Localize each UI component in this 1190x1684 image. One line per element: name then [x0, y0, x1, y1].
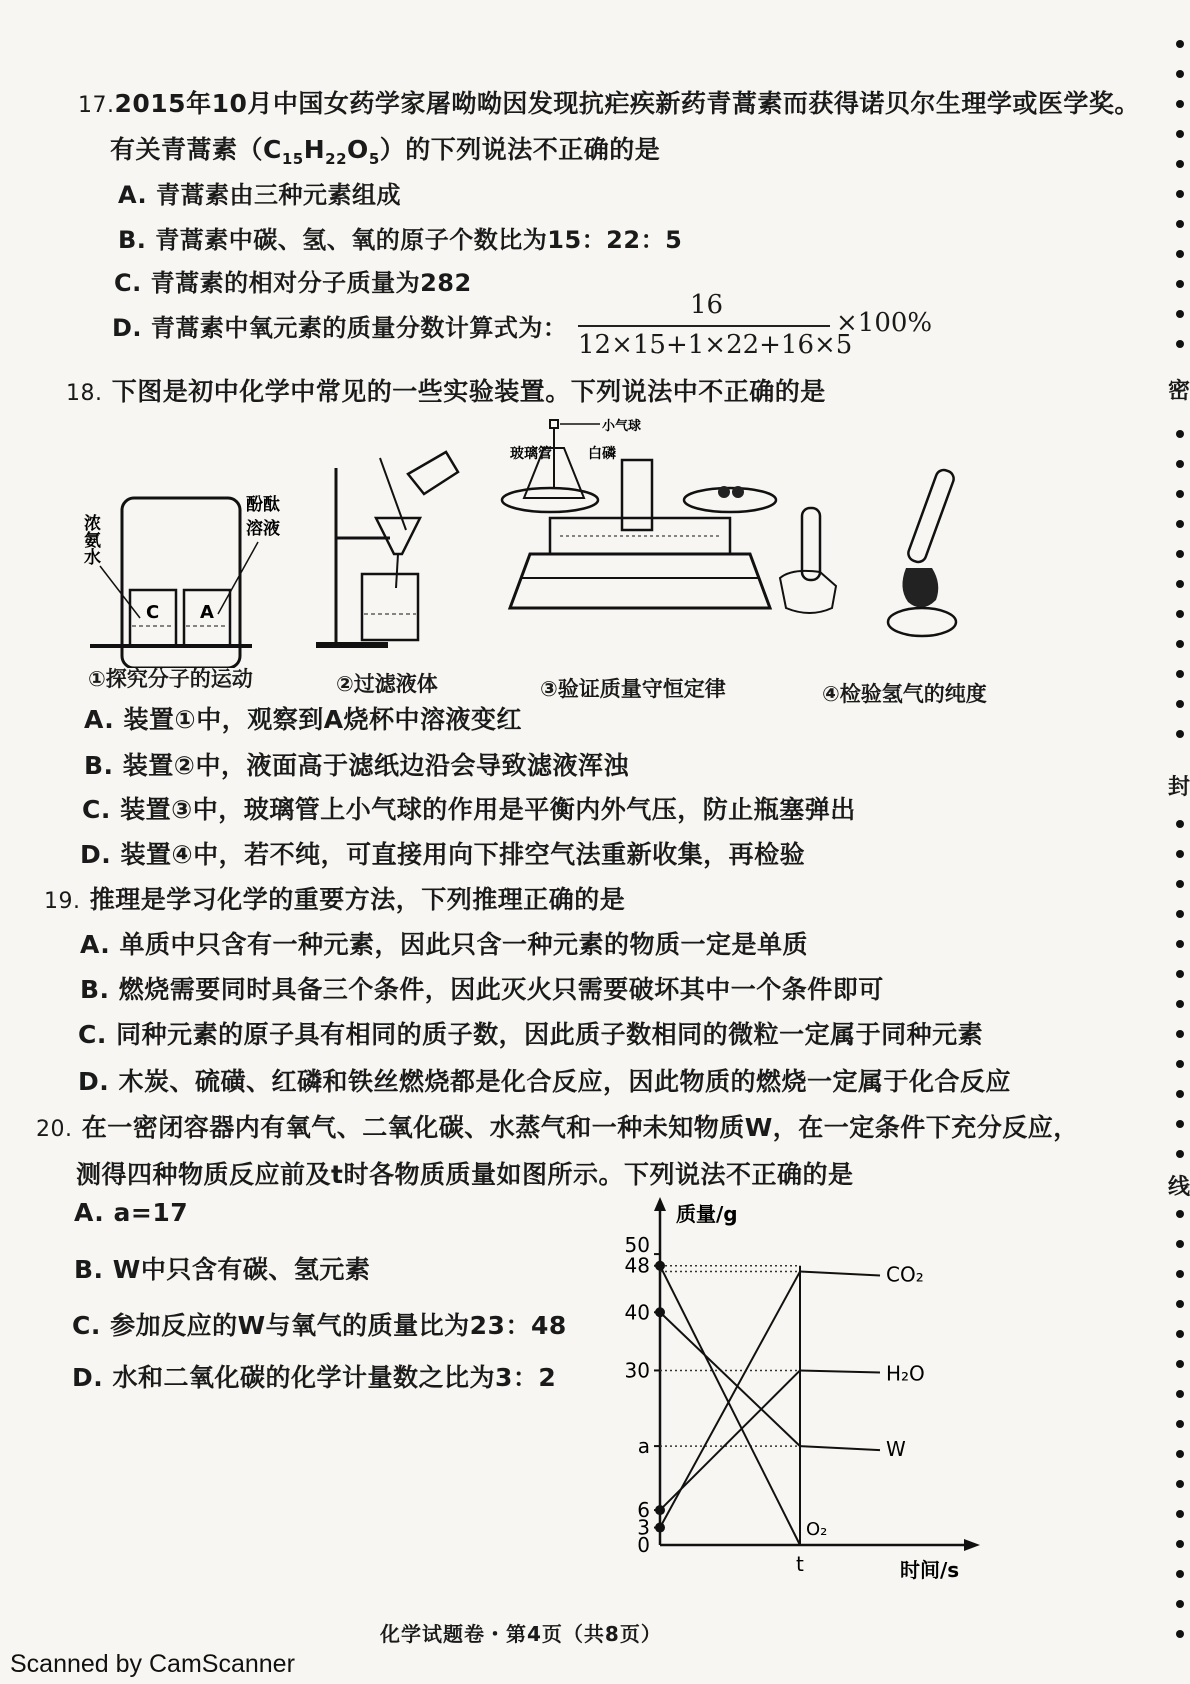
series-start-point-1 — [655, 1505, 665, 1515]
pouring-beaker — [408, 452, 458, 494]
q18-option-b-letter: B. — [84, 751, 114, 780]
binding-char-xian: 线 — [1168, 1175, 1190, 1200]
ammonia-pointer — [100, 566, 140, 618]
q19-number: 19. — [44, 889, 81, 914]
receiving-beaker — [362, 574, 418, 640]
binding-dot — [1176, 1330, 1184, 1338]
q20-option-a-letter: A. — [74, 1198, 105, 1227]
left-pan — [502, 488, 598, 512]
x-tick-label-t: t — [796, 1552, 804, 1576]
page-footer: 化学试题卷・第4页（共8页） — [380, 1622, 662, 1646]
right-pan — [684, 488, 776, 512]
hand — [780, 571, 836, 613]
binding-dot — [1176, 1060, 1184, 1068]
q17-option-b — [118, 220, 682, 255]
q20-option-a — [74, 1198, 188, 1227]
balloon-label: 小气球 — [602, 419, 642, 434]
binding-dot — [1176, 1480, 1184, 1488]
binding-dot — [1176, 1000, 1184, 1008]
q17-option-d — [112, 308, 567, 343]
y-tick-label-6: 6 — [637, 1498, 650, 1523]
series-label-0: CO₂ — [886, 1262, 924, 1287]
q20-option-a-text: a=17 — [113, 1198, 189, 1227]
q20-option-b-text: W中只含有碳、氢元素 — [112, 1255, 371, 1284]
series-tail-2 — [800, 1446, 880, 1450]
q17-stem2-pre: 有关青蒿素（C — [110, 135, 282, 164]
series-line-3 — [660, 1266, 800, 1545]
binding-dot — [1176, 1120, 1184, 1128]
binding-dot — [1176, 670, 1184, 678]
q20-stem-line2 — [76, 1155, 853, 1191]
mass-time-chart — [590, 1195, 990, 1585]
q19-option-c-letter: C. — [78, 1020, 107, 1049]
series-label-3: O₂ — [806, 1519, 828, 1540]
q17-stem1: 2015年10月中国女药学家屠呦呦因发现抗疟疾新药青蒿素而获得诺贝尔生理学或医学奖。 — [114, 89, 1140, 118]
binding-dot — [1176, 1510, 1184, 1518]
q19-option-b-letter: B. — [80, 975, 110, 1004]
flame — [902, 568, 938, 608]
series-start-point-2 — [655, 1307, 665, 1317]
binding-dot — [1176, 490, 1184, 498]
binding-dot — [1176, 1570, 1184, 1578]
binding-dot — [1176, 430, 1184, 438]
q20-option-d-letter: D. — [72, 1363, 104, 1392]
q17-sub2: 22 — [325, 150, 348, 168]
binding-dot — [1176, 1090, 1184, 1098]
series-label-1: H₂O — [886, 1361, 925, 1386]
series-start-point-0 — [655, 1523, 665, 1533]
binding-dot — [1176, 1390, 1184, 1398]
binding-dot — [1176, 1030, 1184, 1038]
binding-dot — [1176, 520, 1184, 528]
q18-option-c — [82, 790, 856, 826]
q18-option-d — [80, 835, 805, 871]
y-axis-arrow — [654, 1197, 666, 1211]
q17-option-b-letter: B. — [118, 226, 147, 254]
q18-option-b-text: 装置②中，液面高于滤纸边沿会导致滤液浑浊 — [122, 751, 629, 780]
q17-option-d-letter: D. — [112, 314, 143, 342]
series-start-point-3 — [655, 1261, 665, 1271]
binding-dot — [1176, 1240, 1184, 1248]
q18-option-c-text: 装置③中，玻璃管上小气球的作用是平衡内外气压，防止瓶塞弹出 — [120, 795, 856, 824]
binding-dot — [1176, 700, 1184, 708]
q19-option-b — [80, 970, 884, 1006]
y-tick-label-a: a — [637, 1434, 650, 1459]
binding-dot — [1176, 250, 1184, 258]
q19-option-b-text: 燃烧需要同时具备三个条件，因此灭火只需要破坏其中一个条件即可 — [118, 975, 884, 1004]
q17-fraction-bar — [578, 325, 830, 327]
x-axis-label: 时间/s — [900, 1558, 960, 1582]
binding-dot — [1176, 1360, 1184, 1368]
apparatus-2-filtration — [316, 452, 458, 648]
q17-stem-line1 — [78, 84, 1140, 120]
q17-stem-line2 — [110, 130, 660, 168]
q18-option-d-text: 装置④中，若不纯，可直接用向下排空气法重新收集，再检验 — [120, 840, 806, 869]
apparatus-1-molecule-motion — [80, 494, 280, 668]
funnel — [376, 518, 420, 554]
q18-option-b — [84, 746, 629, 782]
q19-option-c-text: 同种元素的原子具有相同的质子数，因此质子数相同的微粒一定属于同种元素 — [116, 1020, 984, 1049]
x-axis-arrow — [964, 1539, 980, 1551]
binding-dot — [1176, 850, 1184, 858]
q18-option-a-letter: A. — [84, 705, 115, 734]
q20-option-b-letter: B. — [74, 1255, 104, 1284]
iron-stand-base — [316, 642, 388, 648]
binding-dot — [1176, 580, 1184, 588]
q18-option-c-letter: C. — [82, 795, 111, 824]
binding-dot — [1176, 1210, 1184, 1218]
binding-dot — [1176, 160, 1184, 168]
series-tail-0 — [800, 1272, 880, 1276]
binding-dot — [1176, 970, 1184, 978]
q18-option-d-letter: D. — [80, 840, 112, 869]
binding-dot — [1176, 820, 1184, 828]
y-tick-label-50: 50 — [624, 1233, 650, 1258]
q19-option-a-letter: A. — [80, 930, 111, 959]
q20-stem-line1 — [36, 1108, 1079, 1144]
q17-mid1: H — [303, 135, 326, 164]
binding-dot — [1176, 220, 1184, 228]
q17-option-a — [118, 175, 401, 210]
balance-pillar — [622, 460, 652, 530]
caption-apparatus-2: ②过滤液体 — [336, 672, 438, 696]
binding-dot — [1176, 340, 1184, 348]
binding-dot — [1176, 610, 1184, 618]
balance-base — [510, 554, 770, 608]
binding-dot — [1176, 1300, 1184, 1308]
q20-option-c-letter: C. — [72, 1311, 101, 1340]
q20-option-c — [72, 1306, 567, 1342]
series-line-2 — [660, 1312, 800, 1446]
phenol-label-1: 酚酞 — [246, 495, 280, 515]
q20-option-d-text: 水和二氧化碳的化学计量数之比为3：2 — [112, 1363, 557, 1392]
q17-fraction-numerator: 16 — [690, 290, 724, 320]
q17-fraction-suffix: ×100% — [836, 308, 933, 338]
binding-dot — [1176, 1600, 1184, 1608]
binding-dot — [1176, 1270, 1184, 1278]
weight-1 — [718, 486, 730, 498]
beaker-a-label: A — [200, 602, 214, 623]
q17-sub1: 15 — [281, 150, 304, 168]
funnel-stem — [396, 554, 398, 588]
q19-option-d-text: 木炭、硫磺、红磷和铁丝燃烧都是化合反应，因此物质的燃烧一定属于化合反应 — [118, 1067, 1011, 1096]
q17-stem2-post: ）的下列说法不正确的是 — [379, 135, 661, 164]
q17-mid2: O — [347, 135, 369, 164]
q20-option-d — [72, 1358, 556, 1394]
q18-option-a — [84, 700, 522, 736]
q17-option-c-text: 青蒿素的相对分子质量为282 — [150, 269, 472, 297]
q17-fraction-denominator: 12×15+1×22+16×5 — [578, 330, 853, 360]
q18-stem: 下图是初中化学中常见的一些实验装置。下列说法中不正确的是 — [111, 377, 826, 406]
binding-dot — [1176, 190, 1184, 198]
binding-dot — [1176, 1540, 1184, 1548]
binding-dot — [1176, 1630, 1184, 1638]
q19-stem: 推理是学习化学的重要方法，下列推理正确的是 — [89, 885, 626, 914]
caption-apparatus-3: ③验证质量守恒定律 — [540, 677, 726, 701]
white-phosphorus-label: 白磷 — [588, 446, 616, 462]
q19-stem-line — [44, 880, 625, 916]
phenol-pointer — [218, 542, 258, 614]
q19-option-a-text: 单质中只含有一种元素，因此只含一种元素的物质一定是单质 — [119, 930, 809, 959]
q17-option-b-text: 青蒿素中碳、氢、氧的原子个数比为15：22：5 — [155, 226, 683, 254]
ammonia-label: 浓氨水 — [80, 514, 100, 565]
q20-stem1: 在一密闭容器内有氧气、二氧化碳、水蒸气和一种未知物质W，在一定条件下充分反应， — [81, 1113, 1079, 1142]
binding-dot — [1176, 730, 1184, 738]
binding-dot — [1176, 130, 1184, 138]
q19-option-d — [78, 1062, 1011, 1098]
binding-char-mi: 密 — [1168, 379, 1190, 404]
binding-dot — [1176, 640, 1184, 648]
alcohol-lamp — [888, 608, 956, 636]
binding-dot — [1176, 70, 1184, 78]
q18-option-a-text: 装置①中，观察到A烧杯中溶液变红 — [123, 705, 523, 734]
test-tube-held — [802, 508, 820, 580]
y-tick-label-3: 3 — [637, 1515, 650, 1540]
y-tick-label-30: 30 — [624, 1358, 650, 1383]
beaker-c-label: C — [146, 602, 160, 623]
caption-apparatus-1: ①探究分子的运动 — [88, 667, 253, 691]
q18-figure — [80, 418, 1040, 668]
q20-option-b — [74, 1250, 370, 1286]
binding-dot — [1176, 1420, 1184, 1428]
q18-number: 18. — [66, 381, 103, 406]
q17-number: 17. — [78, 93, 115, 118]
binding-dot — [1176, 280, 1184, 288]
phenol-label-2: 溶液 — [246, 519, 280, 539]
q17-sub3: 5 — [368, 150, 380, 168]
q20-stem2: 测得四种物质反应前及t时各物质质量如图所示。下列说法不正确的是 — [76, 1160, 854, 1189]
q18-stem-line — [66, 372, 826, 408]
apparatus-4-hydrogen-purity — [780, 468, 956, 636]
q17-option-c-letter: C. — [114, 269, 142, 297]
series-label-2: W — [886, 1437, 906, 1462]
bell-jar — [122, 498, 240, 668]
q17-option-a-text: 青蒿素由三种元素组成 — [156, 181, 401, 209]
binding-dot — [1176, 40, 1184, 48]
binding-dot — [1176, 910, 1184, 918]
binding-dot — [1176, 460, 1184, 468]
small-balloon — [550, 420, 558, 428]
binding-dot — [1176, 940, 1184, 948]
scanner-watermark: Scanned by CamScanner — [10, 1650, 295, 1678]
binding-dot — [1176, 1450, 1184, 1458]
y-tick-label-40: 40 — [624, 1300, 650, 1325]
q20-option-c-text: 参加反应的W与氧气的质量比为23：48 — [110, 1311, 567, 1340]
q17-option-c — [114, 263, 472, 298]
binding-char-feng: 封 — [1168, 775, 1190, 800]
q17-option-d-text: 青蒿素中氧元素的质量分数计算式为： — [150, 314, 568, 342]
q19-option-a — [80, 925, 808, 961]
binding-dot — [1176, 100, 1184, 108]
q19-option-d-letter: D. — [78, 1067, 110, 1096]
y-axis-label: 质量/g — [676, 1202, 738, 1226]
binding-dot — [1176, 550, 1184, 558]
test-tube-inverted — [906, 468, 956, 564]
q17-option-a-letter: A. — [118, 181, 148, 209]
y-tick-label-0: 0 — [637, 1533, 650, 1557]
binding-dot — [1176, 1150, 1184, 1158]
caption-apparatus-4: ④检验氢气的纯度 — [822, 682, 987, 706]
weight-2 — [732, 486, 744, 498]
binding-dot — [1176, 880, 1184, 888]
series-tail-1 — [800, 1370, 880, 1372]
glass-tube-label: 玻璃管 — [510, 446, 552, 462]
apparatus-3-balance — [502, 418, 776, 608]
q19-option-c — [78, 1015, 983, 1051]
binding-dot — [1176, 310, 1184, 318]
y-tick-label-48: 48 — [624, 1253, 650, 1278]
q20-number: 20. — [36, 1117, 73, 1142]
series-line-1 — [660, 1370, 800, 1510]
